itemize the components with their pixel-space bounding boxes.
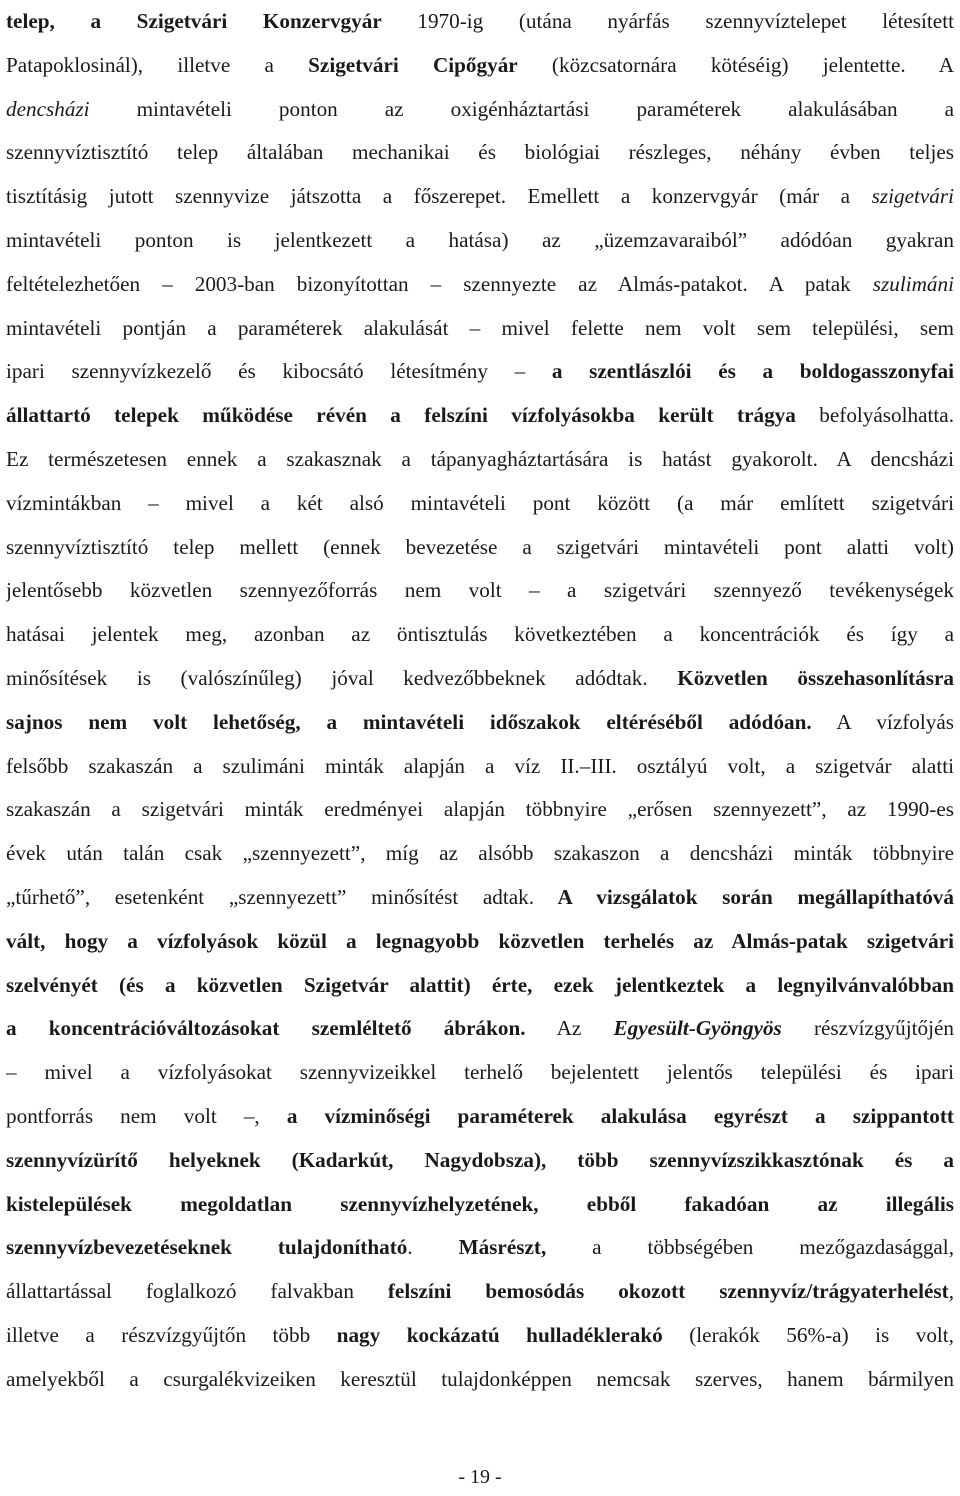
text-run: A vízfolyás	[811, 709, 954, 734]
text-run: felszíni bemosódás okozott szennyvíz/trágyaterhelést	[387, 1279, 949, 1304]
text-line	[6, 788, 954, 832]
text-run: szelvényét (és a közvetlen Szigetvár alattit) érte, ezek jelentkeztek a legnyilvánvalóbban	[6, 972, 954, 997]
text-run: szennyvíztisztító telep általában mechanikai és biológiai részleges, néhány évben teljes	[6, 140, 954, 165]
text-run: „tűrhető”, esetenként „szennyezett” minősítést adtak.	[6, 884, 535, 909]
text-run: telep, a	[6, 9, 137, 33]
text-run: Patapoklosinál), illetve a	[6, 52, 309, 77]
page-number: - 19 -	[458, 1466, 502, 1488]
text-line	[6, 1314, 954, 1358]
text-run: a szentlászlói és a boldogasszonyfai	[551, 359, 954, 384]
text-line	[6, 175, 954, 219]
text-line	[6, 1051, 954, 1095]
text-line	[6, 832, 954, 876]
text-line	[6, 1358, 954, 1402]
text-run: állattartással foglalkozó falvakban	[6, 1279, 388, 1304]
text-run: .	[407, 1235, 459, 1260]
text-run: szennyvízürítő helyeknek (Kadarkút, Nagydobsza), több szennyvízszikkasztónak és a	[6, 1147, 954, 1172]
text-run: hatásai jelentek meg, azonban az öntisztulás következtében a koncentrációk és így a	[6, 622, 954, 647]
text-run: sajnos nem volt lehetőség, a mintavételi időszakok eltéréséből adódóan.	[6, 709, 812, 734]
text-run: vízmintákban – mivel a két alsó mintavételi pont között (a már említett szigetvári	[6, 490, 954, 515]
text-run: kistelepülések megoldatlan szennyvízhelyzetének, ebből fakadóan az illegális	[6, 1191, 954, 1216]
text-run: A dencsházi	[817, 446, 954, 471]
text-line	[6, 0, 954, 44]
text-line	[6, 745, 954, 789]
text-run: szennyvízbevezetéseknek tulajdonítható	[6, 1235, 408, 1260]
text-run: 1970-ig (utána nyárfás szennyvíztelepet létesített	[381, 9, 954, 33]
text-line	[6, 438, 954, 482]
text-run: a koncentrációváltozásokat szemléltető ábrákon.	[6, 1016, 526, 1041]
text-line	[6, 569, 954, 613]
text-run: illetve a részvízgyűjtőn több	[6, 1322, 337, 1347]
text-run: szulimáni	[872, 271, 954, 296]
text-run: pontforrás nem volt –,	[6, 1103, 287, 1128]
text-run: Ez természetesen ennek a szakasznak a tápanyagháztartására is hatást gyakorolt.	[6, 446, 818, 471]
text-line	[6, 920, 954, 964]
text-run: Egyesült-Gyöngyös	[613, 1016, 782, 1041]
text-run: szennyvíztisztító telep mellett (ennek bevezetése a szigetvári mintavételi pont alatti volt)	[6, 534, 954, 559]
text-line	[6, 307, 954, 351]
text-run: állattartó telepek működése révén a felszíni vízfolyásokba került trágya	[6, 403, 796, 428]
text-run: feltételezhetően – 2003-ban bizonyítottan – szennyezte az Almás-patakot.	[6, 271, 748, 296]
text-run: a többségében mezőgazdasággal,	[546, 1235, 954, 1260]
text-run: ipari szennyvízkezelő és kibocsátó létesítmény –	[6, 359, 552, 384]
text-run: tisztításig jutott szennyvize játszotta a főszerepet.	[6, 184, 507, 209]
text-run: befolyásolhatta.	[795, 403, 954, 428]
text-line	[6, 1183, 954, 1227]
text-line	[6, 526, 954, 570]
text-run: ,	[948, 1279, 954, 1304]
text-run: szigetvári	[871, 184, 954, 209]
text-run: dencsházi	[6, 96, 90, 121]
text-run: évek után talán csak „szennyezett”, míg az alsóbb szakaszon a dencsházi minták többnyire	[6, 841, 954, 866]
text-run: mintavételi ponton az oxigénháztartási paraméterek alakulásában a	[89, 96, 954, 121]
text-run: vált, hogy a vízfolyások közül a legnagyobb közvetlen terhelés az Almás-patak szigetvári	[6, 928, 954, 953]
text-run: – mivel a vízfolyásokat szennyvizeikkel terhelő bejelentett jelentős települési és ipari	[6, 1060, 954, 1085]
text-line	[6, 350, 954, 394]
text-run: Emellett a konzervgyár (már a	[506, 184, 872, 209]
text-line	[6, 613, 954, 657]
text-line	[6, 1007, 954, 1051]
document-body	[6, 0, 954, 1402]
text-run: Közvetlen összehasonlításra	[647, 665, 954, 690]
text-line	[6, 1095, 954, 1139]
text-line	[6, 88, 954, 132]
text-line	[6, 131, 954, 175]
text-run: amelyekből a csurgalékvizeiken keresztül tulajdonképpen nemcsak szerves, hanem bármilyen	[6, 1366, 954, 1391]
text-line	[6, 1270, 954, 1314]
text-run: Szigetvári Cipőgyár	[308, 52, 518, 77]
text-run: A vizsgálatok során megállapíthatóvá	[534, 884, 954, 909]
text-run: mintavételi ponton is jelentkezett a hatása) az „üzemzavaraiból” adódóan gyakran	[6, 227, 954, 252]
text-run: Az	[525, 1016, 614, 1041]
text-line	[6, 1226, 954, 1270]
text-run: szakaszán a szigetvári minták eredményei alapján többnyire „erősen szennyezett”, az 1990-es	[6, 797, 954, 822]
text-run: részvízgyűjtőjén	[781, 1016, 954, 1041]
text-run: Szigetvári Konzervgyár	[136, 9, 382, 33]
text-line	[6, 44, 954, 88]
text-run: a vízminőségi paraméterek alakulása egyrészt a szippantott	[286, 1103, 954, 1128]
text-line	[6, 876, 954, 920]
text-run: felsőbb szakaszán a szulimáni minták alapján a víz II.–III. osztályú volt, a szigetvár alatti	[6, 753, 954, 778]
text-line	[6, 701, 954, 745]
text-line	[6, 657, 954, 701]
text-run: (közcsatornára kötéséig) jelentette. A	[517, 52, 954, 77]
text-line	[6, 394, 954, 438]
text-run: minősítések is (valószínűleg) jóval kedvezőbbeknek adódtak.	[6, 665, 648, 690]
text-line	[6, 263, 954, 307]
text-run: A patak	[747, 271, 873, 296]
text-run: mintavételi pontján a paraméterek alakulását – mivel felette nem volt sem települési, sem	[6, 315, 954, 340]
text-line	[6, 219, 954, 263]
text-run: nagy kockázatú hulladéklerakó	[336, 1322, 663, 1347]
text-line	[6, 482, 954, 526]
text-run: (lerakók 56%-a) is volt,	[662, 1322, 954, 1347]
text-line	[6, 1139, 954, 1183]
text-run: Másrészt,	[458, 1235, 547, 1260]
text-run: jelentősebb közvetlen szennyezőforrás nem volt – a szigetvári szennyező tevékenységek	[6, 578, 954, 603]
text-line	[6, 964, 954, 1008]
